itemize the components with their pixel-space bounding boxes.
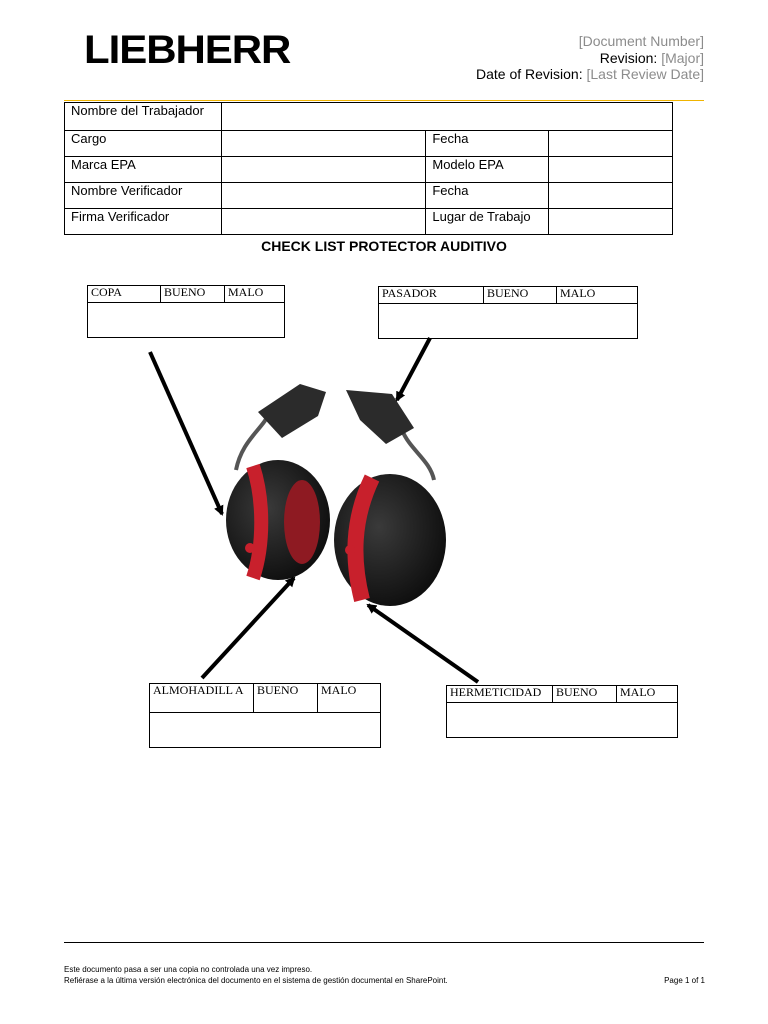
right-wire-icon: [402, 430, 434, 480]
hermeticidad-label: HERMETICIDAD: [447, 686, 553, 703]
pasador-arrow-icon: [397, 338, 430, 400]
position-label: Cargo: [65, 131, 222, 157]
almohadilla-label: ALMOHADILL A: [150, 684, 254, 713]
footer-disclaimer: [64, 964, 448, 986]
page-number: Page 1 of 1: [664, 976, 705, 985]
copa-bad-option[interactable]: MALO: [225, 286, 285, 303]
copa-label: COPA: [88, 286, 161, 303]
hermeticidad-bad-option[interactable]: MALO: [617, 686, 678, 703]
copa-good-option[interactable]: BUENO: [161, 286, 225, 303]
almohadilla-bad-option[interactable]: MALO: [318, 684, 381, 713]
revision-value: [Major]: [661, 49, 704, 66]
left-helmet-clip-icon: [258, 384, 326, 438]
hermeticidad-notes-field[interactable]: [447, 703, 678, 738]
page-title: CHECK LIST PROTECTOR AUDITIVO: [261, 238, 507, 254]
pasador-good-option[interactable]: BUENO: [484, 287, 557, 304]
copa-notes-field[interactable]: [88, 303, 285, 338]
hermeticidad-good-option[interactable]: BUENO: [553, 686, 617, 703]
footer-line-2: Refiérase a la última versión electrónica del documento en el sistema de gestión documental en SharePoint.: [64, 976, 448, 985]
verifier-name-label: Nombre Verificador: [65, 183, 222, 209]
date-of-revision-value: [Last Review Date]: [586, 66, 704, 82]
workplace-label: Lugar de Trabajo: [426, 209, 549, 235]
almohadilla-checkbox-group: [149, 683, 381, 748]
copa-arrow-icon: [150, 352, 222, 514]
footer-line-1: Este documento pasa a ser una copia no controlada una vez impreso.: [64, 965, 313, 974]
copa-checkbox-group: [87, 285, 285, 338]
almohadilla-notes-field[interactable]: [150, 713, 381, 748]
almohadilla-arrow-icon: [202, 578, 294, 678]
brand-label: Marca EPA: [65, 157, 222, 183]
pasador-notes-field[interactable]: [379, 304, 638, 339]
verifier-signature-label: Firma Verificador: [65, 209, 222, 235]
right-pivot-icon: [345, 545, 355, 555]
revision-label: Revision:: [599, 49, 658, 66]
pasador-bad-option[interactable]: MALO: [557, 287, 638, 304]
document-number: [Document Number]: [578, 33, 704, 49]
hermeticidad-checkbox-group: [446, 685, 678, 738]
date-label: Fecha: [426, 131, 549, 157]
left-wire-icon: [236, 412, 270, 470]
almohadilla-good-option[interactable]: BUENO: [254, 684, 318, 713]
verification-date-label: Fecha: [426, 183, 549, 209]
liebherr-logo: LIEBHERR: [84, 28, 291, 72]
date-of-revision-label: Date of Revision:: [476, 66, 583, 82]
left-cushion-icon: [284, 480, 320, 564]
hermeticidad-arrow-icon: [368, 605, 478, 682]
pasador-checkbox-group: [378, 286, 638, 339]
pasador-label: PASADOR: [379, 287, 484, 304]
worker-name-label: Nombre del Trabajador: [65, 103, 222, 131]
model-label: Modelo EPA: [426, 157, 549, 183]
footer-divider: [64, 942, 704, 943]
left-pivot-icon: [245, 543, 255, 553]
